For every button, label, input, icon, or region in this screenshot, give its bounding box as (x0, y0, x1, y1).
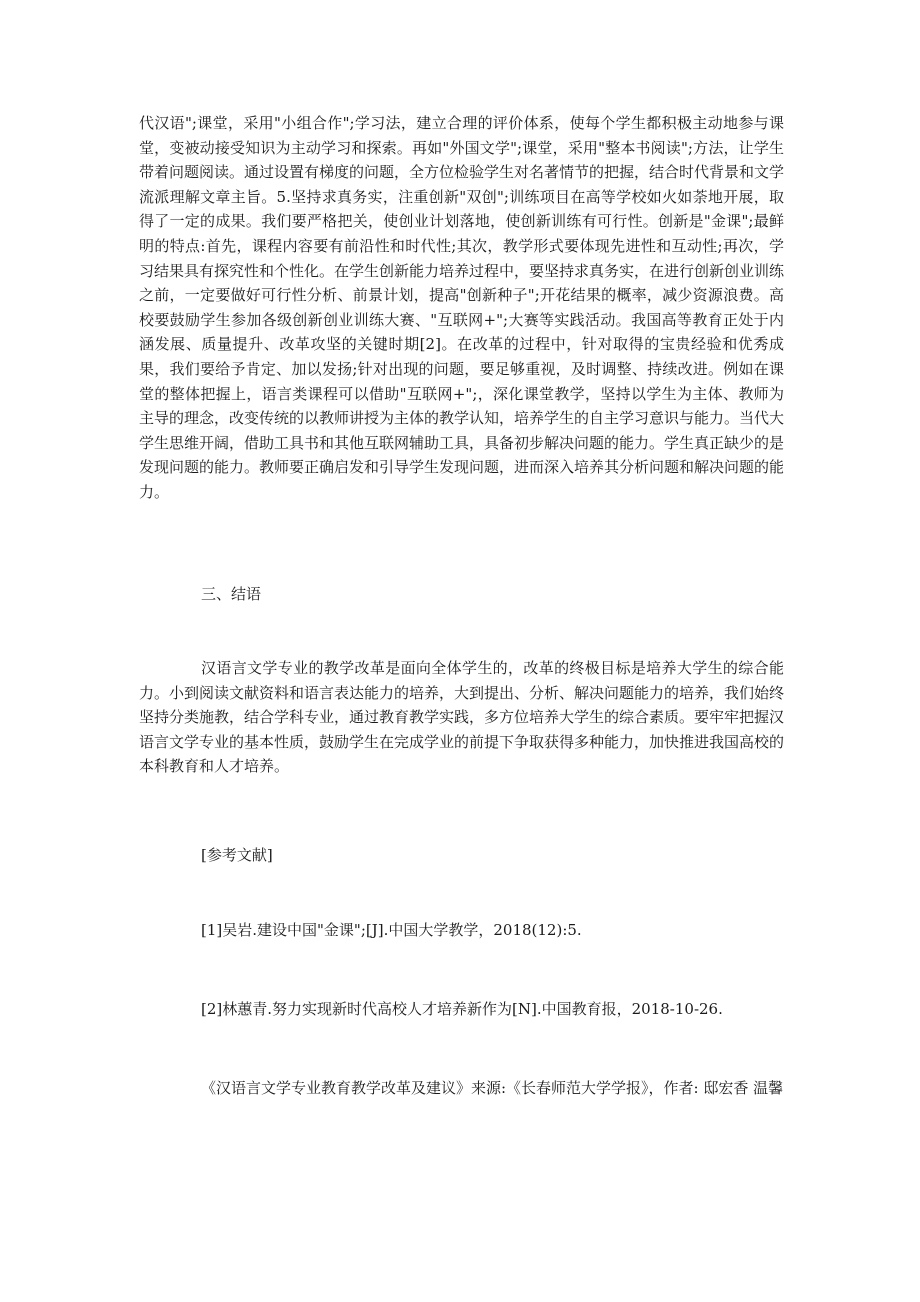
section-heading: 三、结语 (201, 585, 262, 603)
source-note: 《汉语言文学专业教育教学改革及建议》来源:《长春师范大学学报》，作者: 邸宏香 温馨 (201, 1079, 784, 1097)
reference-item: [2]林蕙青.努力实现新时代高校人才培养新作为[N].中国教育报，2018-10-26. (201, 1000, 723, 1018)
body-paragraph: 代汉语";课堂，采用"小组合作";学习法，建立合理的评价体系，使每个学生都积极主动地参与课堂，变被动接受知识为主动学习和探索。再如"外国文学";课堂，采用"整本书阅读";方法，让学生带着问题阅读。通过设置有梯度的问题，全方位检验学生对名著情节的把握，结合时代背景和文学流派理解文章主旨。5.坚持求真务实，注重创新"双创";训练项目在高等学校如火如荼地开展，取得了一定的成果。我们要严格把关，使创业计划落地，使创新训练有可行性。创新是"金课";最鲜明的特点:首先，课程内容要有前沿性和时代性;其次，教学形式要体现先进性和互动性;再次，学习结果具有探究性和个性化。在学生创新能力培养过程中，要坚持求真务实，在进行创新创业训练之前，一定要做好可行性分析、前景计划，提高"创新种子";开花结果的概率，减少资源浪费。高校要鼓励学生参加各级创新创业训练大赛、"互联网+";大赛等实践活动。我国高等教育正处于内涵发展、质量提升、改革攻坚的关键时期[2]。在改革的过程中，针对取得的宝贵经验和优秀成果，我们要给予肯定、加以发扬;针对出现的问题，要足够重视，及时调整、持续改进。例如在课堂的整体把握上，语言类课程可以借助"互联网+";，深化课堂教学，坚持以学生为主体、教师为主导的理念，改变传统的以教师讲授为主体的教学认知，培养学生的自主学习意识与能力。当代大学生思维开阔，借助工具书和其他互联网辅助工具，具备初步解决问题的能力。学生真正缺少的是发现问题的能力。教师要正确启发和引导学生发现问题，进而深入培养其分析问题和解决问题的能力。 (139, 114, 785, 501)
reference-item: [1]吴岩.建设中国"金课";[J].中国大学教学，2018(12):5. (201, 921, 582, 939)
conclusion-paragraph: 汉语言文学专业的教学改革是面向全体学生的，改革的终极目标是培养大学生的综合能力。小到阅读文献资料和语言表达能力的培养，大到提出、分析、解决问题能力的培养，我们始终坚持分类施教，结合学科专业，通过教育教学实践，多方位培养大学生的综合素质。要牢牢把握汉语言文学专业的基本性质，鼓励学生在完成学业的前提下争取获得多种能力，加快推进我国高校的本科教育和人才培养。 (139, 659, 785, 776)
references-heading: [参考文献] (201, 846, 273, 864)
